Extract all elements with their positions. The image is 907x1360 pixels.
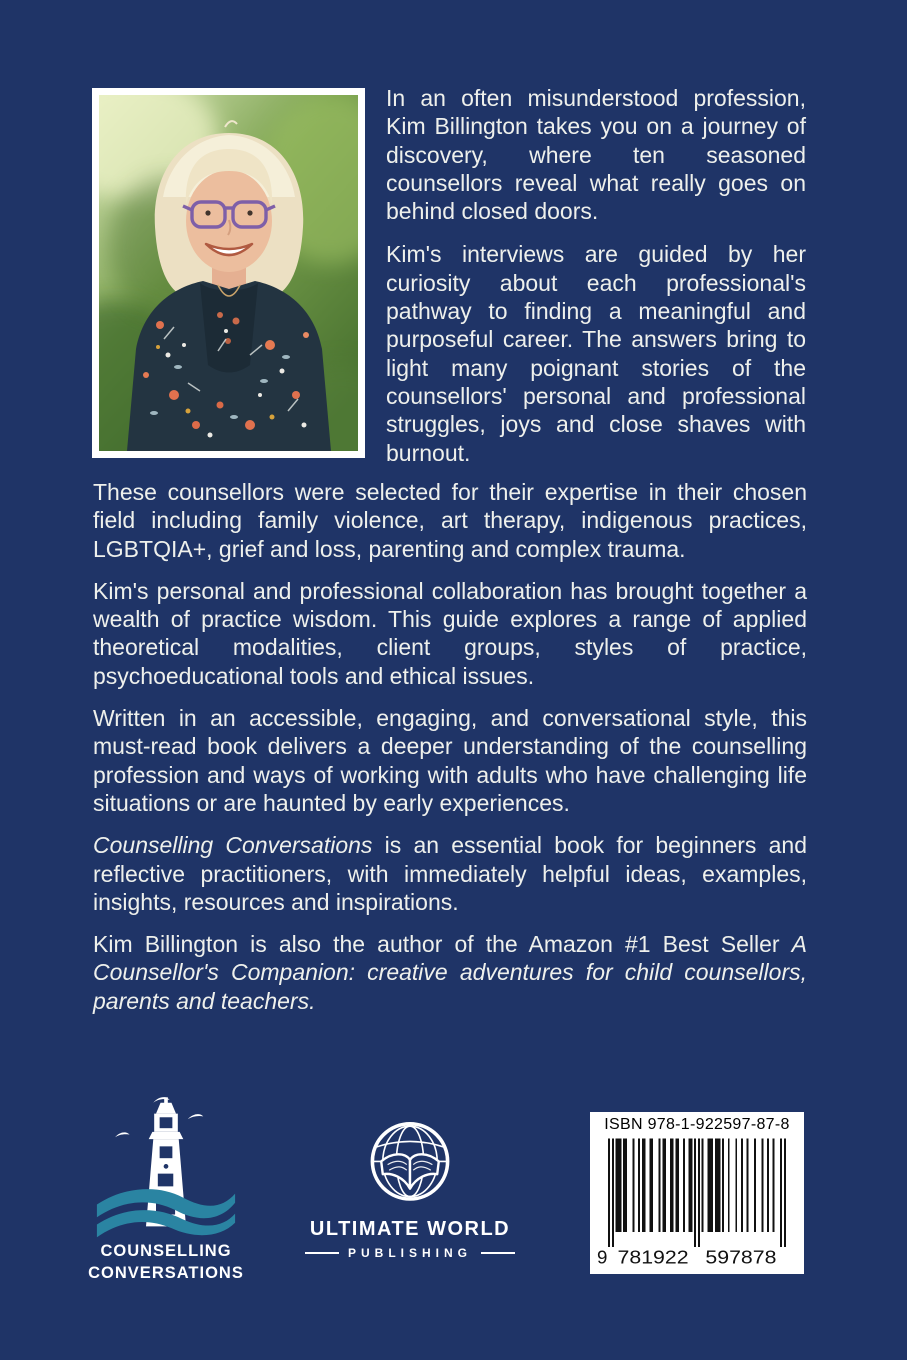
author-photo-frame: [92, 88, 365, 458]
cc-logo-line1: COUNSELLING: [100, 1242, 232, 1260]
barcode-digits-group2: 597878: [705, 1246, 777, 1268]
globe-book-icon: [362, 1114, 458, 1212]
barcode-bars: [608, 1138, 786, 1246]
book-title-italic: Counselling Conversations: [93, 832, 373, 859]
isbn-label: ISBN 978-1-922597-87-8: [604, 1116, 790, 1133]
blurb-paragraph-author-note: [93, 930, 807, 1015]
body-text-column: [93, 478, 807, 1029]
uwp-logo-name: ULTIMATE WORLD: [309, 1218, 511, 1240]
uwp-logo-subtitle: PUBLISHING: [347, 1246, 472, 1260]
blurb-text: Kim Billington is also the author of the Amazon #1 Best Seller: [93, 931, 792, 958]
barcode-digits-group1: 781922: [617, 1246, 689, 1268]
uwp-logo-subtitle-row: [300, 1246, 520, 1260]
cc-logo-line2: CONVERSATIONS: [88, 1264, 244, 1282]
dash-right: [481, 1252, 515, 1255]
lighthouse-icon: [86, 1090, 246, 1240]
blurb-paragraph: These counsellors were selected for their expertise in their chosen field including family violence, art therapy, indigenous practices, LGBTQIA+, grief and loss, parenting and complex trauma.: [93, 479, 807, 562]
barcode-digit-lead: 9: [597, 1246, 608, 1268]
isbn-barcode-panel: [590, 1112, 804, 1274]
blurb-paragraph-essential: [93, 831, 807, 916]
blurb-paragraph: Kim's interviews are guided by her curiosity about each professional's pathway to finding a meaningful and purposeful career. The answers bring to light many poignant stories of the counsellors' personal and professional struggles, joys and close shaves with burnout.: [386, 241, 806, 466]
blurb-paragraph: Written in an accessible, engaging, and conversational style, this must-read book delivers a deeper understanding of the counselling profession and ways of working with adults who have challenging life situations or are haunted by early experiences.: [93, 705, 807, 816]
intro-text-column: [386, 84, 806, 482]
ultimate-world-publishing-logo: [300, 1114, 520, 1260]
blurb-paragraph: Kim's personal and professional collaboration has brought together a wealth of practice wisdom. This guide explores a range of applied theoretical modalities, client groups, styles of practice, psychoeducational tools and ethical issues.: [93, 577, 807, 689]
counselling-conversations-logo: [86, 1090, 246, 1284]
author-photo: [99, 95, 358, 451]
companion-title-italic: A Counsellor's Companion: creative adventures for child counsellors, parents and teachers.: [93, 931, 807, 1014]
blurb-text: is an essential book for beginners and reflective practitioners, with immediately helpful ideas, examples, insights, resources and inspirations.: [93, 832, 807, 915]
barcode: [597, 1134, 797, 1270]
blurb-paragraph: In an often misunderstood profession, Kim Billington takes you on a journey of discovery, where ten seasoned counsellors reveal what really goes on behind closed doors.: [386, 85, 806, 225]
dash-left: [305, 1252, 339, 1255]
